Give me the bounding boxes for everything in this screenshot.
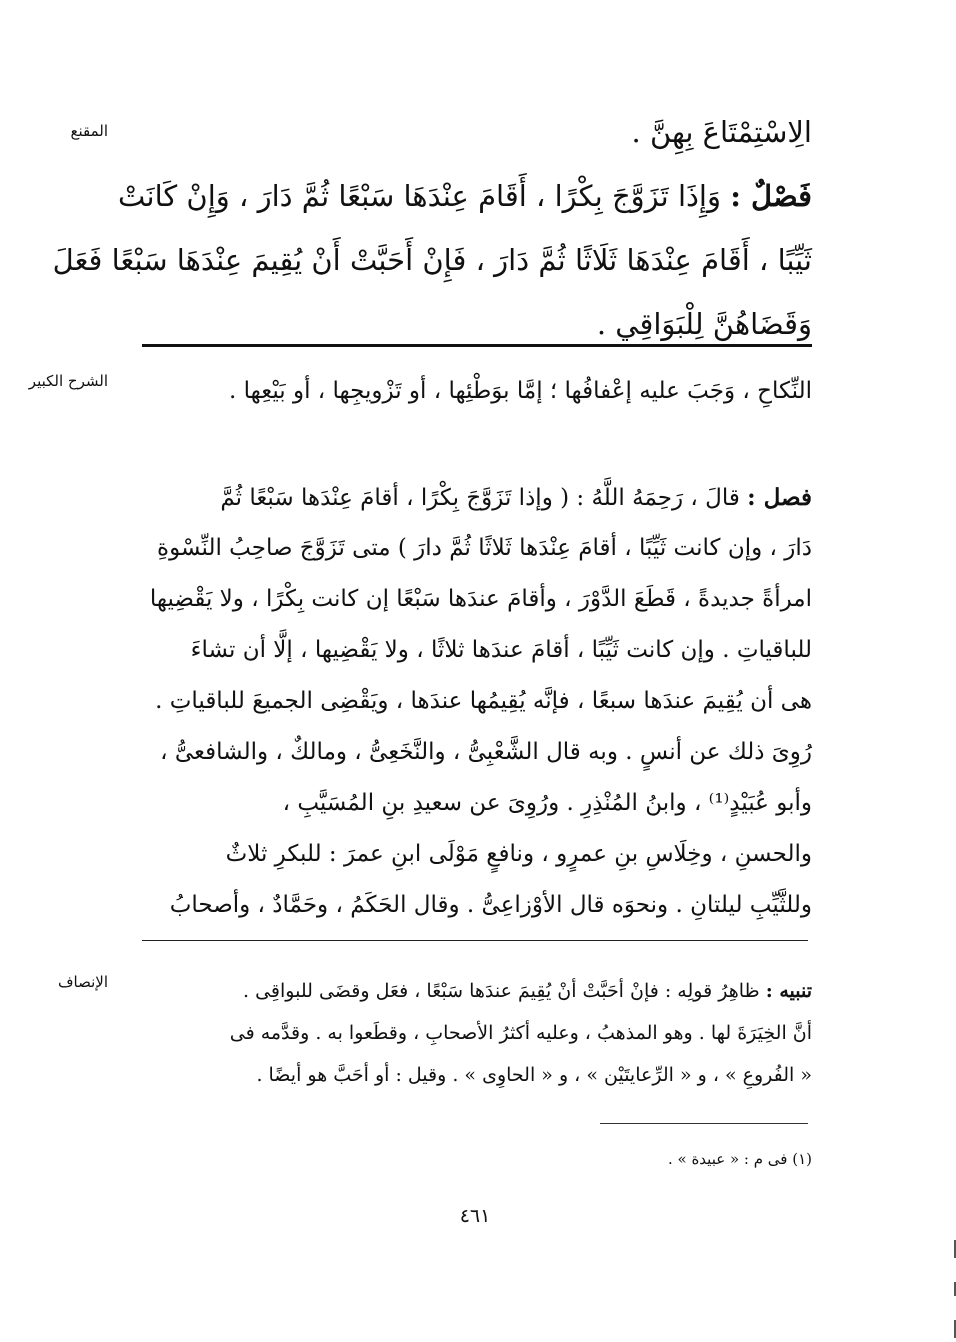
sharh-line-3: امرأةً جديدةً ، قَطَعَ الدَّوْرَ ، وأقامَ عندَها سَبْعًا إن كانت بِكْرًا ، ولا يَقْضِيها	[149, 586, 812, 612]
insaf-keyword: تنبيه :	[765, 980, 812, 1002]
section-divider-thick	[142, 344, 812, 347]
insaf-line-1-text: ظاهِرُ قولِه : فإنْ أحَبَّتْ أنْ يُقِيمَ عندَها سَبْعًا ، فعَل وقضَى للبواقِى .	[243, 980, 760, 1002]
sharh-line-4: للباقياتِ . وإن كانت ثَيِّبًا ، أقامَ عندَها ثلاثًا ، ولا يَقْضِيها ، إلَّا أن تشاءَ	[190, 637, 812, 663]
label-sharh: الشرح الكبير	[28, 372, 108, 390]
insaf-line-1	[140, 970, 812, 1012]
muqni-keyword: فَصْلٌ :	[730, 179, 812, 213]
label-insaf: الإنصاف	[57, 973, 108, 991]
sharh-line-5: هى أن يُقِيمَ عندَها سبعًا ، فإنَّه يُقِيمُها عندَها ، ويَقْضِى الجميعَ للباقياتِ .	[155, 688, 812, 714]
muqni-line-3: ثَيِّبًا ، أَقَامَ عِنْدَهَا ثَلَاثًا ثُمَّ دَارَ ، فَإِنْ أَحَبَّتْ أَنْ يُقِيمَ عِنْدَهَا سَبْعًا فَعَلَ	[52, 243, 812, 277]
muqni-line-1: الِاسْتِمْتَاعَ بِهِنَّ .	[631, 115, 812, 149]
sharh-line-9: وللثَّيِّبِ ليلتانِ . ونحوَه قال الأوْزاعِىُّ . وقال الحَكَمُ ، وحَمَّادٌ ، وأصحابُ	[169, 892, 812, 918]
sharh-line-1	[140, 472, 812, 523]
section-divider-thin	[142, 940, 808, 941]
footnote-divider	[600, 1123, 808, 1124]
footnote-text: (١) فى م : « عبيدة » .	[667, 1150, 812, 1168]
sharh-keyword: فصل :	[747, 484, 812, 511]
muqni-line-2	[118, 164, 812, 228]
sharh-line-8: والحسنِ ، وخِلَاسِ بنِ عمرٍو ، ونافعٍ مَوْلَى ابنِ عمرَ : للبكرِ ثلاثٌ	[225, 841, 812, 867]
footnote	[140, 1144, 812, 1174]
insaf-line-3: « الفُروعِ » ، و « الرِّعايتَيْن » ، و « الحاوِى » . وقيل : أو أحَبَّ هو أيضًا .	[256, 1064, 812, 1086]
sharh-text	[140, 472, 812, 931]
sharh-first-line-block	[140, 366, 812, 417]
sharh-line-6: رُوِىَ ذلك عن أنسٍ . وبه قال الشَّعْبِىُّ ، والنَّخَعِىُّ ، ومالكٌ ، والشافعىُّ ،	[160, 739, 812, 765]
muqni-line-4: وَقَضَاهُنَّ لِلْبَوَاقِي .	[596, 307, 812, 341]
sharh-line-2: دَارَ ، وإن كانت ثَيِّبًا ، أقامَ عِنْدَها ثَلاثًا ثُمَّ دارَ ) متى تَزَوَّجَ صاحِبُ النِّسْوةِ	[157, 535, 812, 561]
muqni-line-2-text: وَإِذَا تَزَوَّجَ بِكْرًا ، أَقَامَ عِنْدَهَا سَبْعًا ثُمَّ دَارَ ، وَإِنْ كَانَتْ	[118, 179, 721, 213]
sharh-first-line: النِّكاحِ ، وَجَبَ عليه إعْفافُها ؛ إمَّا بوَطْئِها ، أو تَزْويجِها ، أو بَيْعِها .	[229, 378, 812, 404]
sharh-line-7: وأبو عُبَيْدٍ⁽¹⁾ ، وابنُ المُنْذِرِ . ورُوِىَ عن سعيدِ بنِ المُسَيَّبِ ،	[282, 790, 812, 816]
label-muqni: المقنع	[70, 122, 108, 140]
insaf-text	[140, 970, 812, 1096]
insaf-line-2: أنَّ الخِيَرَةَ لها . وهو المذهبُ ، وعليه أكثرُ الأصحابِ ، وقطَعوا به . وقدَّمه فى	[229, 1022, 812, 1044]
sharh-line-1-text: قالَ ، رَحِمَهُ اللَّهُ : ( وإذا تَزَوَّجَ بِكْرًا ، أقامَ عِنْدَها سَبْعًا ثُمَّ	[220, 485, 740, 511]
page-number: ٤٦١	[459, 1205, 491, 1227]
